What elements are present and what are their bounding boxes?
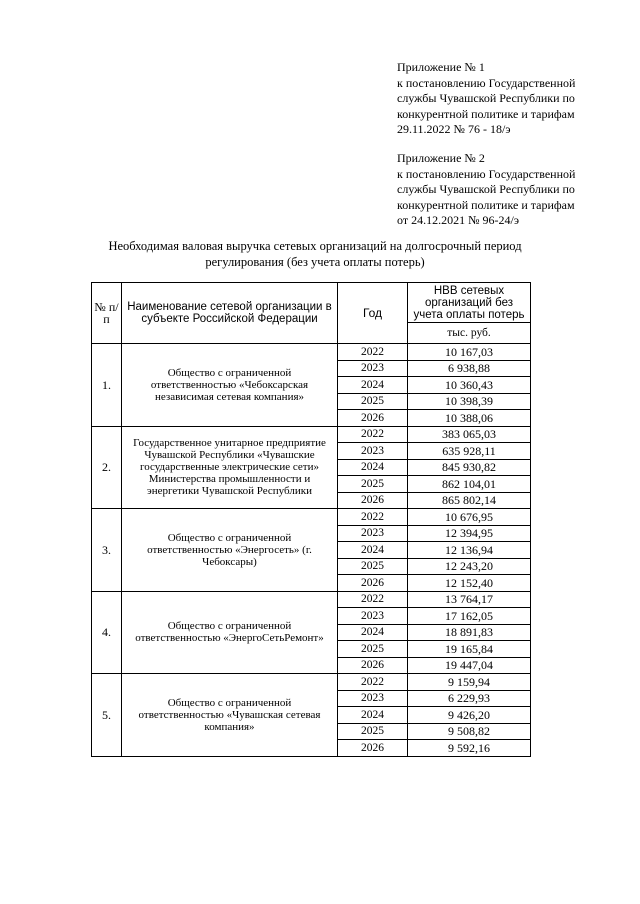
appendix-2-line: конкурентной политике и тарифам [397, 197, 575, 212]
org-number: 4. [92, 591, 122, 674]
nvv-value-cell: 12 136,94 [408, 542, 531, 559]
nvv-value-cell: 17 162,05 [408, 608, 531, 625]
org-number: 2. [92, 426, 122, 509]
nvv-value-cell: 383 065,03 [408, 426, 531, 443]
nvv-value-cell: 19 447,04 [408, 657, 531, 674]
nvv-value-cell: 9 159,94 [408, 674, 531, 691]
nvv-value-cell: 10 360,43 [408, 377, 531, 394]
year-cell: 2022 [338, 674, 408, 691]
year-cell: 2023 [338, 360, 408, 377]
year-cell: 2022 [338, 509, 408, 526]
document-title-line-2: регулирования (без учета оплаты потерь) [205, 255, 425, 269]
nvv-value-cell: 19 165,84 [408, 641, 531, 658]
document-title [80, 238, 550, 270]
org-name: Государственное унитарное предприятие Чувашской Республики «Чувашские государственные электрические сети» Министерства промышленности и энергетики Чувашской Республики [122, 426, 338, 509]
appendix-1-block [397, 60, 617, 138]
appendix-2-line: к постановлению Государственной [397, 166, 576, 181]
nvv-value-cell: 865 802,14 [408, 492, 531, 509]
table-row [92, 591, 531, 608]
year-cell: 2024 [338, 542, 408, 559]
nvv-value-cell: 10 676,95 [408, 509, 531, 526]
year-cell: 2025 [338, 558, 408, 575]
year-cell: 2022 [338, 344, 408, 361]
appendix-1-line: службы Чувашской Республики по [397, 91, 575, 105]
appendix-2-line: службы Чувашской Республики по [397, 182, 575, 196]
year-cell: 2025 [338, 393, 408, 410]
nvv-value-cell: 9 592,16 [408, 740, 531, 757]
nvv-value-cell: 9 508,82 [408, 723, 531, 740]
nvv-value-cell: 10 167,03 [408, 344, 531, 361]
appendix-2-block [397, 151, 617, 229]
appendix-1-line: к постановлению Государственной [397, 75, 576, 90]
appendix-1-line: конкурентной политике и тарифам [397, 106, 575, 121]
nvv-value-cell: 6 229,93 [408, 690, 531, 707]
year-cell: 2026 [338, 740, 408, 757]
org-name: Общество с ограниченной ответственностью «Чувашская сетевая компания» [122, 674, 338, 757]
header-year: Год [338, 283, 408, 344]
header-org-name: Наименование сетевой организации в субъекте Российской Федерации [122, 283, 338, 344]
header-num: № п/п [92, 283, 122, 344]
appendix-2-line: Приложение № 2 [397, 151, 485, 165]
nvv-value-cell: 6 938,88 [408, 360, 531, 377]
year-cell: 2023 [338, 443, 408, 460]
nvv-value-cell: 635 928,11 [408, 443, 531, 460]
nvv-value-cell: 12 243,20 [408, 558, 531, 575]
year-cell: 2025 [338, 641, 408, 658]
org-name: Общество с ограниченной ответственностью «ЭнергоСетьРемонт» [122, 591, 338, 674]
year-cell: 2022 [338, 426, 408, 443]
year-cell: 2024 [338, 707, 408, 724]
nvv-value-cell: 10 388,06 [408, 410, 531, 427]
table-row [92, 509, 531, 526]
table-row [92, 674, 531, 691]
year-cell: 2024 [338, 377, 408, 394]
table-row [92, 344, 531, 361]
header-unit: тыс. руб. [408, 323, 531, 344]
appendix-2-line: от 24.12.2021 № 96-24/э [397, 213, 520, 227]
year-cell: 2024 [338, 624, 408, 641]
nvv-value-cell: 9 426,20 [408, 707, 531, 724]
year-cell: 2023 [338, 690, 408, 707]
nvv-value-cell: 18 891,83 [408, 624, 531, 641]
year-cell: 2025 [338, 476, 408, 493]
header-nvv: НВВ сетевых организаций без учета оплаты потерь [408, 283, 531, 323]
year-cell: 2024 [338, 459, 408, 476]
nvv-value-cell: 13 764,17 [408, 591, 531, 608]
nvv-value-cell: 845 930,82 [408, 459, 531, 476]
year-cell: 2026 [338, 575, 408, 592]
year-cell: 2026 [338, 657, 408, 674]
year-cell: 2026 [338, 410, 408, 427]
document-title-line-1: Необходимая валовая выручка сетевых организаций на долгосрочный период [108, 239, 522, 253]
appendix-1-line: 29.11.2022 № 76 - 18/э [397, 122, 511, 136]
table-row [92, 426, 531, 443]
year-cell: 2025 [338, 723, 408, 740]
nvv-value-cell: 10 398,39 [408, 393, 531, 410]
table-body [92, 344, 531, 757]
org-number: 3. [92, 509, 122, 592]
year-cell: 2022 [338, 591, 408, 608]
org-name: Общество с ограниченной ответственностью «Энергосеть» (г. Чебоксары) [122, 509, 338, 592]
nvv-value-cell: 12 152,40 [408, 575, 531, 592]
org-number: 1. [92, 344, 122, 427]
nvv-value-cell: 862 104,01 [408, 476, 531, 493]
nvv-table [91, 282, 531, 757]
org-number: 5. [92, 674, 122, 757]
org-name: Общество с ограниченной ответственностью «Чебоксарская независимая сетевая компания» [122, 344, 338, 427]
appendix-1-line: Приложение № 1 [397, 60, 485, 74]
nvv-value-cell: 12 394,95 [408, 525, 531, 542]
year-cell: 2023 [338, 608, 408, 625]
year-cell: 2023 [338, 525, 408, 542]
year-cell: 2026 [338, 492, 408, 509]
